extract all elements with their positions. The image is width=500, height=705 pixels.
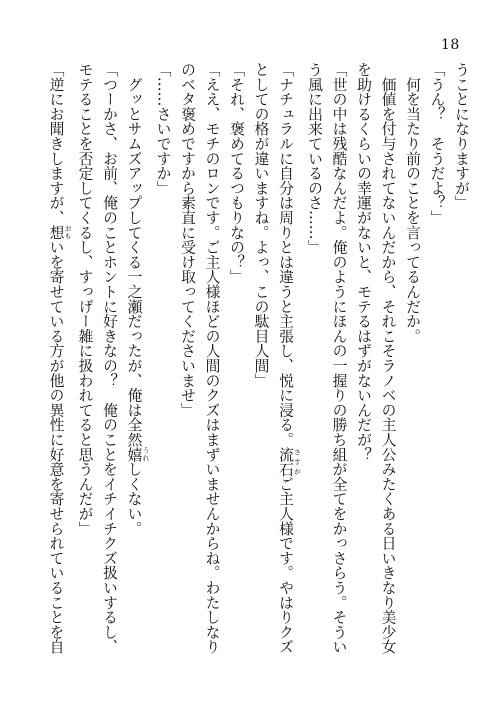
- text-line: を助けるくらいの幸運がないと、モテるはずがないんだが？: [355, 62, 372, 462]
- text-line: グッとサムズアップしてくる一之瀬だったが、俺は全然嬉 うれしくない。: [125, 62, 150, 536]
- furigana: 嬉 うれ: [125, 446, 150, 462]
- vertical-body-text: [27, 62, 473, 682]
- text-line: うことになりますが」: [453, 62, 470, 210]
- text-line: 「……さいですか」: [154, 62, 172, 196]
- text-line: 「うん？ そうだよ？」: [428, 62, 446, 225]
- text-line: 「ええ、モチのロンです。ご主人様ほどの人間のクズはまずいませんからね。わたしなり: [203, 62, 221, 654]
- text-line: としての格が違いますね。よっ、この駄目人間」: [252, 62, 270, 388]
- furigana: 想 おも: [47, 224, 72, 240]
- text-line: 「世の中は残酷なんだよ。俺のようにほんの一握りの勝ち組が全てをかっさらう。そうい: [330, 62, 348, 654]
- text-line: 価値を付与されてないんだから、それこそラノベの主人公みたくある日いきなり美少女: [379, 62, 397, 654]
- text-line: 「つーかさ、お前、俺のことホントに好きなの？ 俺のことをイチイチクズ扱いするし、: [101, 62, 118, 654]
- text-line: のベタ褒めですから素直に受け取ってくださいませ」: [179, 62, 196, 418]
- page-number: 18: [441, 37, 460, 53]
- text-line: う風に出来ているのさ……」: [306, 62, 323, 255]
- furigana: 流石 さすが: [277, 446, 302, 477]
- text-line: 「それ、褒めてるつもりなの？」: [228, 62, 245, 284]
- text-line: 何を当たり前のことを言ってるんだか。: [404, 62, 421, 344]
- text-line: 「ナチュラルに自分は周りとは違うと主張し、悦に浸る。流石 さすがご主人様です。やはりクズ: [277, 62, 302, 655]
- text-line: 「逆にお聞きしますが、想 おもいを寄せている方が他の異性に好意を寄せられていることを自: [47, 62, 72, 655]
- text-line: モテることを否定してくるし、すっげー雑に扱われてると思うんだが」: [76, 62, 94, 536]
